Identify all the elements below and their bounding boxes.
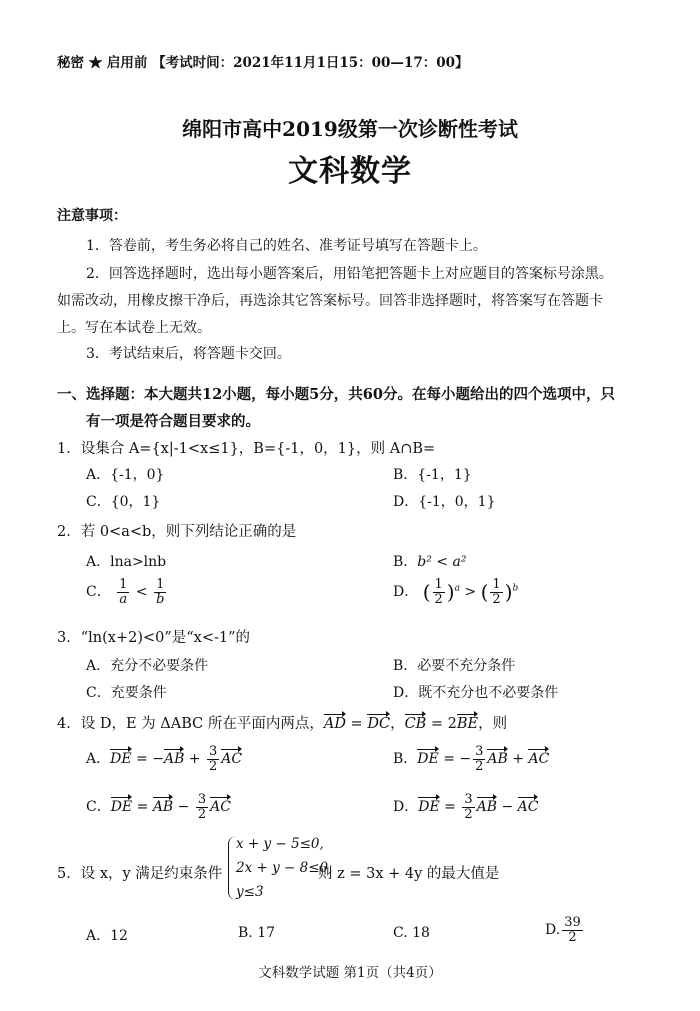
q2-option-a: A．lna>lnb bbox=[86, 554, 167, 570]
subject-title: 文科数学 bbox=[288, 154, 412, 189]
q1-option-a: A．{-1，0} bbox=[86, 467, 165, 483]
q1-option-b: B．{-1，1} bbox=[393, 467, 472, 483]
q2-option-d: D． ( $\frac{1}{2}$ )$^a$ > ( $\frac{1}{2}$ )$^b$ bbox=[393, 577, 519, 607]
q5-option-a: A．12 bbox=[86, 928, 128, 944]
section-heading-cont: 有一项是符合题目要求的。 bbox=[86, 413, 260, 430]
notice-item-2-cont: 如需改动，用橡皮擦干净后，再选涂其它答案标号。回答非选择题时，将答案写在答题卡 bbox=[57, 293, 603, 309]
q5-option-c: C. 18 bbox=[393, 925, 430, 941]
notice-item-3: 3．考试结束后，将答题卡交回。 bbox=[86, 346, 291, 362]
q4-option-a: A．DE = −AB + $\frac{3}{2}$ AC bbox=[86, 744, 243, 774]
constraint-3: y≤3 bbox=[236, 884, 264, 900]
q1-option-d: D．{-1，0，1} bbox=[393, 494, 496, 510]
section-heading: 一、选择题：本大题共12小题，每小题5分，共60分。在每小题给出的四个选项中，只 bbox=[57, 386, 615, 403]
constraint-1: x + y − 5≤0, bbox=[236, 836, 324, 852]
question-4: 4．设 D，E 为 ΔABC 所在平面内两点，AD = DC，CB = 2BE，则 bbox=[57, 712, 507, 733]
q2-option-b: B．b² < a² bbox=[393, 554, 467, 570]
q4-option-b: B．DE = − $\frac{3}{2}$ AB + AC bbox=[393, 744, 550, 774]
q2-option-c: C． $\frac{1}{a}$ < $\frac{1}{b}$ bbox=[86, 577, 165, 607]
constraint-2: 2x + y − 8≤0, bbox=[236, 860, 333, 876]
exam-time-header: 秘密 ★ 启用前 【考试时间：2021年11月1日15：00—17：00】 bbox=[57, 55, 469, 71]
q3-option-d: D．既不充分也不必要条件 bbox=[393, 685, 559, 701]
question-1: 1．设集合 A={x|-1<x≤1}，B={-1，0，1}，则 A∩B= bbox=[57, 441, 436, 457]
exam-title: 绵阳市高中2019级第一次诊断性考试 bbox=[182, 117, 518, 141]
notice-item-2: 2．回答选择题时，选出每小题答案后，用铅笔把答题卡上对应题目的答案标号涂黑。 bbox=[86, 266, 613, 282]
q3-option-a: A．充分不必要条件 bbox=[86, 658, 209, 674]
q5-option-b: B. 17 bbox=[238, 925, 276, 941]
question-2: 2．若 0<a<b，则下列结论正确的是 bbox=[57, 524, 297, 540]
page-footer: 文科数学试题 第1页（共4页） bbox=[258, 965, 442, 981]
question-5: 5．设 x，y 满足约束条件 bbox=[57, 866, 223, 882]
q5-option-d: D. $\frac{39}{2}$ bbox=[545, 915, 581, 945]
q1-option-c: C．{0，1} bbox=[86, 494, 161, 510]
q4-option-d: D．DE = $\frac{3}{2}$ AB − AC bbox=[393, 792, 539, 822]
question-5-tail: 则 z = 3x + 4y 的最大值是 bbox=[318, 866, 500, 882]
notice-item-1: 1．答卷前，考生务必将自己的姓名、准考证号填写在答题卡上。 bbox=[86, 238, 487, 254]
notice-heading: 注意事项： bbox=[57, 208, 127, 224]
q4-option-c: C．DE = AB − $\frac{3}{2}$ AC bbox=[86, 792, 231, 822]
q3-option-b: B．必要不充分条件 bbox=[393, 658, 516, 674]
notice-item-2-end: 上。写在本试卷上无效。 bbox=[57, 320, 211, 336]
q3-option-c: C．充要条件 bbox=[86, 685, 167, 701]
question-3: 3．“ln(x+2)<0”是“x<-1”的 bbox=[57, 630, 251, 646]
